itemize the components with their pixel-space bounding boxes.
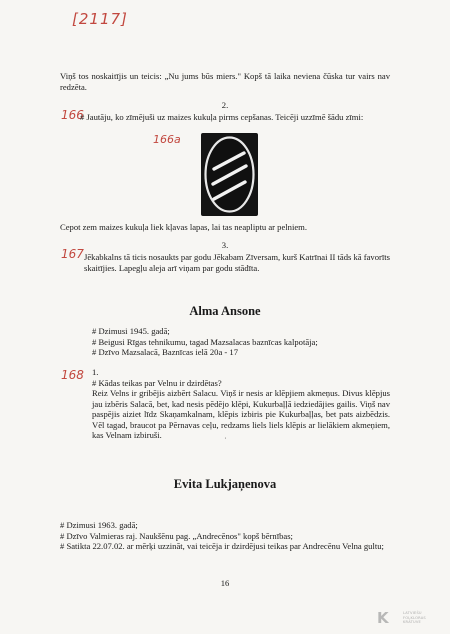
logo-line: KRĀTUVE (403, 620, 421, 625)
bread-sign-drawing (201, 133, 258, 216)
margin-note: 167 (61, 247, 84, 261)
archive-mark: [2117] (72, 10, 128, 28)
detail-line: # Dzīvo Valmieras raj. Naukšēnu pag. „Andrecēnos" kopš bērnības; (60, 530, 293, 541)
informant-name: Alma Ansone (189, 304, 261, 318)
story-paragraph: Reiz Velns ir gribējis aizbērt Salacu. Viņš ir nesis ar klēpjiem akmeņus. Divus klēpjus jau izbēris Salacā, bet, kad nesis pēdējo klēpi, Kukurbaļļā iedziedājies gailis. Viņš nav paspējis aiziet līdz Skaņamkalnam, klēpis izbiris pie Kukurbaļļas, bet pats aizbēdzis. Vēl tagad, braucot pa Pērnavas ceļu, redzams liels liels klēpis ar lielākiem akmeņiem, kas Velnam izbiruši. (92, 388, 390, 441)
page-number: 16 (220, 578, 230, 588)
after-sign-paragraph: Cepot zem maizes kukuļa liek kļavas lapas, lai tas neapliptu ar pelniem. (60, 222, 307, 232)
separator-mark: ˙ (224, 436, 227, 445)
detail-line: # Dzimusi 1945. gadā; (92, 326, 170, 336)
logo-mark: K (377, 609, 387, 627)
archive-logo (377, 607, 445, 629)
detail-line: # Dzimusi 1963. gadā; (60, 520, 138, 530)
informant-details (60, 520, 390, 552)
entry-number: 3. (221, 240, 229, 250)
detail-line: # Beigusi Rīgas tehnikumu, tagad Mazsalacas baznīcas kalpotāja; (92, 336, 318, 347)
detail-line: # Satikta 22.07.02. ar mērķi uzzināt, vai teicēja ir dzirdējusi teikas par Andrecēnu Velna gultu; (60, 541, 384, 552)
intro-paragraph: Viņš tos noskaitījis un teicis: „Nu jums būs miers." Kopš tā laika neviena čūska tur vairs nav redzēta. (60, 71, 390, 92)
question-paragraph: # Jautāju, ko zīmējuši uz maizes kukuļa pirms cepšanas. Teicēji uzzīmē šādu zīmi: (80, 112, 364, 122)
informant-details (92, 326, 392, 358)
logo-line: LATVIEŠU (403, 611, 422, 616)
story-paragraph: Jēkabkalns tā ticis nosaukts par godu Jēkabam Zīversam, kurš Katrīnai II tāds kā favorīts skaitījies. Lapegļu aleja arī viņam par godu stādīta. (84, 252, 390, 273)
logo-text (403, 611, 426, 624)
entry-number: 1. (92, 367, 99, 377)
image-note: 166a (153, 133, 181, 146)
margin-note: 166 (61, 108, 84, 122)
detail-line: # Dzīvo Mazsalacā, Baznīcas ielā 20a - 17 (92, 347, 239, 358)
informant-name: Evita Lukjaņenova (173, 477, 277, 491)
logo-line: FOLKLORAS (403, 615, 426, 620)
margin-note: 168 (61, 368, 84, 382)
question-line: # Kādas teikas par Velnu ir dzirdētas? (92, 378, 222, 388)
bread-sign-image (201, 133, 258, 216)
entry-number: 2. (221, 100, 229, 110)
